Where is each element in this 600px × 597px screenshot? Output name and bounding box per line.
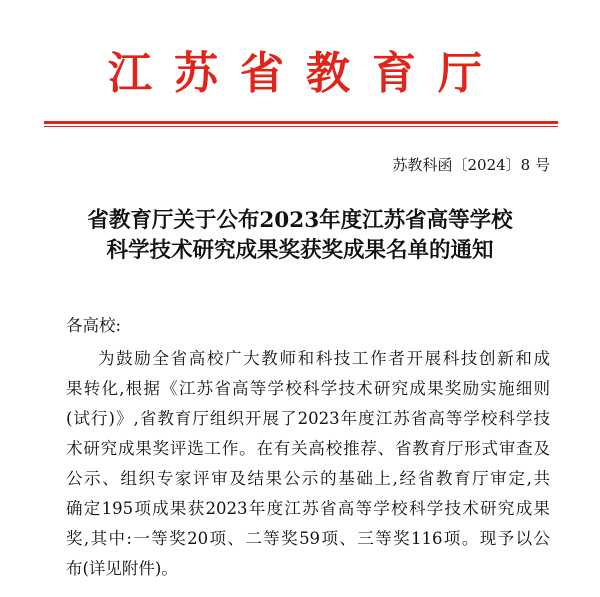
body-line: 果转化,根据《江苏省高等学校科学技术研究成果奖励实施细则 [66, 379, 550, 398]
salutation: 各高校: [66, 316, 122, 335]
body-line: 布(详见附件)。 [66, 559, 178, 578]
body-line: 术研究成果奖评选工作。在有关高校推荐、省教育厅形式审查及 [66, 439, 550, 458]
letterhead-rule-thick [44, 121, 558, 124]
body-line: 公示、组织专家评审及结果公示的基础上,经省教育厅审定,共 [66, 469, 550, 488]
letterhead-rule-thin [44, 126, 558, 127]
document-number: 苏教科函〔2024〕8 号 [392, 156, 550, 174]
document-title-line-1: 省教育厅关于公布2023年度江苏省高等学校 [87, 208, 513, 233]
letterhead-title: 江苏省教育厅 [108, 48, 504, 99]
body-line: (试行)》,省教育厅组织开展了2023年度江苏省高等学校科学技 [66, 409, 550, 428]
body-line: 确定195项成果获2023年度江苏省高等学校科学技术研究成果 [66, 499, 550, 518]
body-line: 奖,其中:一等奖20项、二等奖59项、三等奖116项。现予以公 [66, 529, 550, 548]
document-title [30, 206, 570, 266]
body-line: 为鼓励全省高校广大教师和科技工作者开展科技创新和成 [98, 349, 550, 368]
body-paragraph [66, 344, 550, 584]
document-title-line-2: 科学技术研究成果奖获奖成果名单的通知 [106, 238, 494, 263]
